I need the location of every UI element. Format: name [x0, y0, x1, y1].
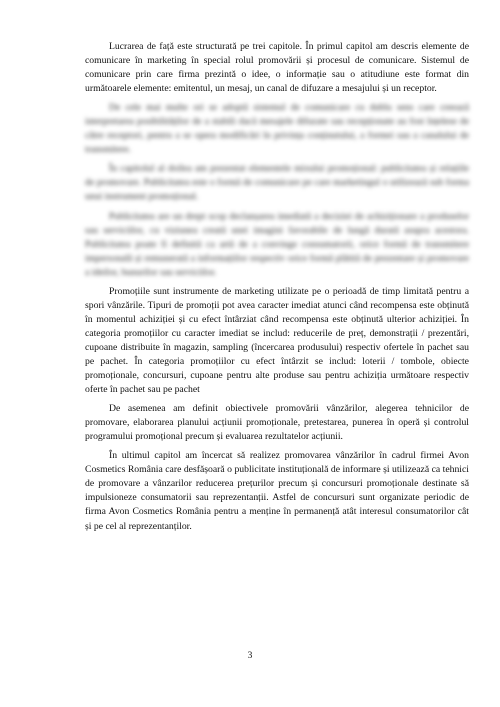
paragraph-3-blurred: În capitolul al doilea am prezentat elementele mixului promoțional: publicitatea și relațiile de promovare. Publicitatea este o formă de comunicare pe care marketingul o utilizează sub forma unui instrument promoțional.	[85, 163, 469, 203]
paragraph-1: Lucrarea de față este structurată pe trei capitole. În primul capitol am descris elemente de comunicare în marketing în special rolul promovării și procesul de comunicare. Sistemul de comunicare prin care firma prezintă o idee, o informație sau o atitudiune este format din următoarele elemente: emitentul, un mesaj, un canal de difuzare a mesajului și un receptor.	[85, 41, 469, 95]
paragraph-2-blurred: De cele mai multe ori se adoptă sistemul de comunicare cu dublu sens care creează interpretarea posibilităților de a stabili dacă mesajele difuzate sau recepționate au fost înțelese de către receptori, pentru a se opera modificări în privința conținutului, a formei sau a canalului de transmitere.	[85, 102, 469, 156]
paragraph-5: Promoțiile sunt instrumente de marketing utilizate pe o perioadă de timp limitată pentru a spori vânzările. Tipuri de promoții pot avea caracter imediat atunci când recompensa este obținută în momentul achiziției și cu efect întârziat când recompensa este obținută ulterior achiziției. În categoria promoțiilor cu caracter imediat se includ: reducerile de preț, demonstrații / prezentări, cupoane distribuite în magazin, sampling (încercarea produsului) respectiv ofertele în pachet sau pe pachet. În categoria promoțiilor cu efect întârzit se includ: loterii / tombole, obiecte promoționale, concursuri, cupoane pentru alte produse sau pentru achiziția următoare respectiv oferte în pachet sau pe pachet	[85, 285, 469, 396]
body-text	[85, 40, 469, 539]
paragraph-6: De asemenea am definit obiectivele promovării vânzărilor, alegerea tehnicilor de promovare, elaborarea planului acțiunii promoționale, pretestarea, punerea în operă și controlul programului promoțional precum și evaluarea rezultatelor acțiunii.	[85, 403, 469, 443]
page-number: 3	[247, 651, 253, 661]
paragraph-4-blurred: Publicitatea are un drept scop declanșarea imediată a deciziei de achiziționare a produselor sau serviciilor, cu viziunea creată unei imagini favorabile de lungă durată asupra acestora. Publicitatea poate fi definită ca artă de a convinge consumatorii, orice formă de transmitere impersonală și remunerată a informațiilor respectiv orice formă plătită de prezentare și promovare a ideilor, bunurilor sau serviciilor.	[85, 210, 469, 278]
paragraph-7: În ultimul capitol am încercat să realizez promovarea vânzărilor în cadrul firmei Avon Cosmetics România care desfășoară o publicitate instituțională de informare și utilizează ca tehnici de promovare a vânzarilor reducerea prețurilor precum și concursuri promoționale destinate să impulsioneze consumatorii sau reprezentanții. Astfel de concursuri sunt organizate periodic de firma Avon Cosmetics România pentru a menține în permanență atât interesul consumatorilor cât și pe cel al reprezentanților.	[85, 450, 469, 532]
